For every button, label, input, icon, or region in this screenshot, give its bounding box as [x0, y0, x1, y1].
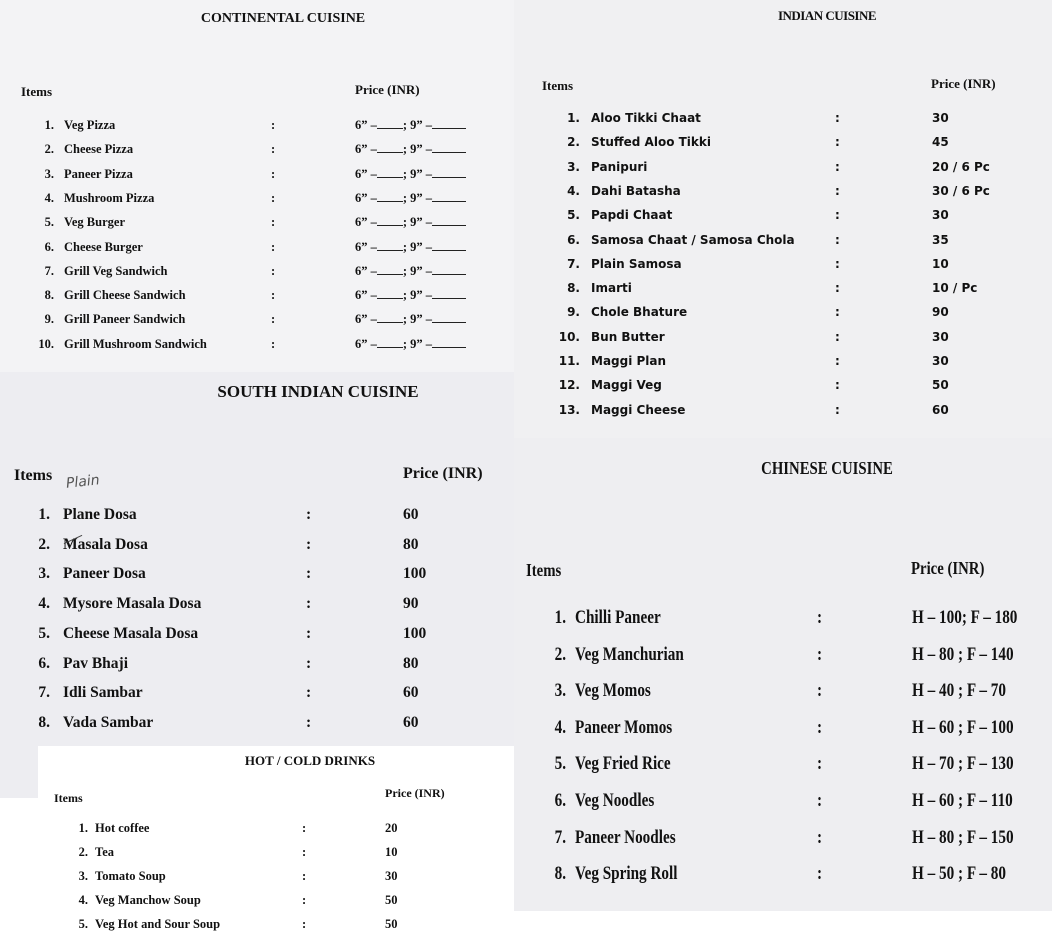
price-6-inch-blank	[377, 322, 403, 323]
item-name: Cheese Burger	[64, 239, 143, 254]
continental-title: CONTINENTAL CUISINE	[200, 11, 366, 26]
chinese-items-header: Items	[526, 560, 562, 580]
item-name: Masala Dosa	[63, 535, 148, 553]
price-9-inch-label: ; 9” –	[402, 190, 433, 205]
separator-colon: :	[306, 624, 312, 642]
separator-colon: :	[302, 893, 307, 907]
separator-colon: :	[271, 288, 276, 303]
item-number: 5.	[78, 917, 88, 931]
price-9-inch-blank	[432, 177, 466, 178]
item-price: 10	[385, 845, 398, 859]
item-name: Aloo Tikki Chaat	[591, 111, 701, 125]
item-name: Veg Fried Rice	[575, 753, 671, 775]
item-name: Grill Paneer Sandwich	[64, 312, 186, 327]
item-name: Samosa Chaat / Samosa Chola	[591, 232, 795, 247]
separator-colon: :	[835, 111, 840, 125]
item-number: 5.	[567, 208, 580, 223]
list-item	[38, 917, 514, 941]
item-price: 60	[403, 506, 419, 523]
item-price: 30	[932, 354, 949, 368]
price-9-inch-blank	[432, 201, 466, 202]
list-item	[0, 215, 514, 239]
separator-colon: :	[835, 329, 840, 344]
item-price-sizes	[355, 312, 466, 327]
list-item	[0, 655, 514, 685]
separator-colon: :	[817, 607, 823, 628]
list-item	[0, 625, 514, 655]
price-6-inch-label: 6” –	[355, 288, 377, 303]
item-name: Veg Hot and Sour Soup	[95, 917, 221, 931]
item-name: Paneer Momos	[575, 716, 673, 738]
item-name: Maggi Veg	[591, 378, 662, 393]
item-name: Veg Noodles	[575, 790, 655, 811]
item-number: 7.	[567, 256, 580, 271]
list-item	[514, 717, 1052, 753]
item-name: Grill Mushroom Sandwich	[64, 336, 207, 351]
item-number: 11.	[558, 354, 580, 368]
item-price: H – 80 ; F – 150	[912, 826, 1014, 848]
separator-colon: :	[306, 535, 312, 553]
item-price-sizes	[355, 288, 466, 303]
item-price: H – 100; F – 180	[912, 607, 1018, 628]
item-name: Tomato Soup	[95, 869, 166, 883]
item-name: Idli Sambar	[63, 684, 143, 702]
item-price: 50	[385, 893, 398, 907]
item-number: 4.	[38, 595, 50, 613]
item-price-sizes	[355, 337, 466, 352]
separator-colon: :	[271, 166, 276, 181]
list-item	[514, 160, 1052, 184]
price-9-inch-label: ; 9” –	[402, 288, 433, 303]
separator-colon: :	[835, 232, 840, 247]
item-price: H – 60 ; F – 100	[912, 716, 1014, 738]
list-item	[0, 595, 514, 625]
item-number: 6.	[44, 239, 54, 254]
item-number: 4.	[44, 190, 54, 205]
item-number: 6.	[567, 232, 580, 247]
separator-colon: :	[835, 354, 840, 368]
item-name: Veg Burger	[64, 215, 125, 230]
separator-colon: :	[302, 869, 307, 883]
continental-price-header: Price (INR)	[355, 82, 420, 97]
separator-colon: :	[306, 654, 312, 672]
continental-cuisine-panel	[0, 0, 514, 372]
item-number: 7.	[554, 826, 566, 848]
item-name: Chole Bhature	[591, 305, 688, 320]
item-name: Mushroom Pizza	[64, 190, 155, 205]
item-name: Chilli Paneer	[575, 607, 661, 628]
price-6-inch-label: 6” –	[355, 312, 377, 327]
item-price: 50	[385, 917, 398, 931]
price-6-inch-label: 6” –	[355, 263, 377, 278]
item-price: 90	[932, 305, 949, 320]
item-price-sizes	[355, 118, 466, 133]
separator-colon: :	[302, 845, 307, 859]
item-price-sizes	[355, 240, 466, 255]
item-name: Veg Momos	[575, 680, 651, 702]
item-number: 4.	[567, 183, 580, 198]
item-number: 4.	[554, 716, 566, 738]
drinks-panel	[38, 746, 514, 941]
item-number: 3.	[38, 565, 50, 583]
handwritten-note: Plain	[65, 472, 101, 492]
list-item	[514, 233, 1052, 257]
separator-colon: :	[271, 312, 276, 327]
separator-colon: :	[271, 118, 276, 132]
item-name: Bun Butter	[591, 329, 665, 344]
chinese-cuisine-panel	[514, 438, 1052, 911]
item-price: 20	[385, 821, 398, 835]
item-name: Paneer Dosa	[63, 565, 146, 583]
indian-items-header: Items	[542, 78, 574, 93]
price-6-inch-blank	[377, 128, 403, 129]
item-name: Grill Veg Sandwich	[64, 263, 168, 278]
item-price-sizes	[355, 215, 466, 230]
list-item	[0, 536, 514, 566]
list-item	[514, 184, 1052, 208]
list-item	[0, 565, 514, 595]
list-item	[38, 821, 514, 845]
item-price: 30	[932, 329, 949, 344]
price-6-inch-blank	[377, 177, 403, 178]
item-price: 30	[932, 111, 949, 125]
item-number: 2.	[554, 643, 566, 665]
list-item	[0, 240, 514, 264]
item-name: Mysore Masala Dosa	[63, 595, 202, 613]
item-number: 8.	[44, 288, 54, 303]
price-9-inch-label: ; 9” –	[402, 239, 433, 254]
list-item	[514, 281, 1052, 305]
item-name: Vada Sambar	[63, 713, 154, 731]
list-item	[514, 305, 1052, 329]
item-number: 6.	[554, 790, 566, 811]
item-name: Papdi Chaat	[591, 208, 673, 223]
separator-colon: :	[271, 215, 276, 230]
list-item	[514, 330, 1052, 354]
item-number: 3.	[567, 159, 580, 174]
item-number: 5.	[44, 215, 54, 230]
separator-colon: :	[835, 159, 840, 174]
list-item	[514, 208, 1052, 232]
list-item	[38, 869, 514, 893]
list-item	[514, 644, 1052, 680]
list-item	[514, 378, 1052, 402]
separator-colon: :	[271, 190, 276, 205]
item-name: Dahi Batasha	[591, 183, 681, 198]
item-name: Veg Spring Roll	[575, 863, 678, 885]
item-name: Veg Manchow Soup	[95, 893, 201, 907]
separator-colon: :	[835, 378, 840, 393]
list-item	[0, 167, 514, 191]
item-name: Veg Pizza	[64, 118, 116, 132]
item-name: Paneer Pizza	[64, 166, 133, 181]
price-6-inch-label: 6” –	[355, 239, 377, 254]
price-6-inch-blank	[377, 201, 403, 202]
item-price: 30 / 6 Pc	[932, 183, 990, 198]
item-price: H – 40 ; F – 70	[912, 680, 1007, 702]
item-price: 60	[403, 713, 419, 731]
list-item	[514, 863, 1052, 899]
separator-colon: :	[817, 716, 823, 738]
item-price: H – 80 ; F – 140	[912, 643, 1014, 665]
price-9-inch-blank	[432, 225, 466, 226]
list-item	[514, 354, 1052, 378]
price-9-inch-blank	[432, 274, 466, 275]
price-6-inch-label: 6” –	[355, 215, 377, 230]
separator-colon: :	[817, 826, 823, 848]
price-9-inch-label: ; 9” –	[402, 312, 433, 327]
separator-colon: :	[835, 281, 840, 296]
item-number: 2.	[38, 535, 50, 553]
price-6-inch-blank	[377, 152, 403, 153]
item-number: 10.	[38, 336, 54, 351]
price-9-inch-blank	[432, 152, 466, 153]
price-9-inch-blank	[432, 128, 466, 129]
item-price: 50	[932, 378, 949, 393]
price-9-inch-blank	[432, 298, 466, 299]
item-number: 7.	[38, 684, 50, 702]
item-number: 13.	[558, 402, 580, 417]
separator-colon: :	[306, 713, 312, 731]
item-name: Imarti	[591, 281, 632, 296]
price-9-inch-label: ; 9” –	[402, 263, 433, 278]
separator-colon: :	[835, 208, 840, 223]
price-9-inch-blank	[432, 250, 466, 251]
drinks-price-header: Price (INR)	[385, 786, 445, 800]
list-item	[38, 893, 514, 917]
price-6-inch-label: 6” –	[355, 336, 377, 351]
drinks-title: HOT / COLD DRINKS	[244, 753, 376, 768]
item-price-sizes	[355, 264, 466, 279]
separator-colon: :	[817, 863, 823, 885]
list-item	[0, 118, 514, 142]
separator-colon: :	[271, 142, 276, 157]
separator-colon: :	[306, 565, 312, 583]
item-number: 3.	[44, 166, 54, 181]
item-number: 12.	[558, 378, 580, 393]
item-price: 30	[385, 869, 398, 883]
item-price: H – 50 ; F – 80	[912, 863, 1007, 885]
list-item	[0, 714, 514, 744]
separator-colon: :	[306, 506, 312, 523]
item-number: 1.	[38, 506, 50, 523]
item-name: Panipuri	[591, 159, 648, 174]
separator-colon: :	[835, 305, 840, 320]
item-number: 7.	[44, 263, 54, 278]
item-number: 2.	[567, 135, 580, 150]
separator-colon: :	[835, 183, 840, 198]
item-name: Maggi Plan	[591, 354, 667, 368]
price-6-inch-blank	[377, 274, 403, 275]
separator-colon: :	[306, 684, 312, 702]
item-price: H – 60 ; F – 110	[912, 790, 1013, 811]
price-6-inch-blank	[377, 298, 403, 299]
item-price: 10 / Pc	[932, 281, 978, 296]
item-name: Stuffed Aloo Tikki	[591, 135, 711, 150]
price-9-inch-label: ; 9” –	[402, 118, 433, 132]
price-9-inch-blank	[432, 347, 466, 348]
separator-colon: :	[835, 135, 840, 150]
item-number: 2.	[78, 845, 88, 859]
item-price: 30	[932, 208, 949, 223]
item-price: 80	[403, 535, 419, 553]
separator-colon: :	[817, 643, 823, 665]
list-item	[514, 790, 1052, 826]
list-item	[0, 264, 514, 288]
item-price: 60	[932, 402, 949, 417]
item-number: 4.	[78, 893, 88, 907]
item-price-sizes	[355, 167, 466, 182]
list-item	[514, 111, 1052, 135]
item-price: 20 / 6 Pc	[932, 159, 990, 174]
separator-colon: :	[271, 263, 276, 278]
item-price: 100	[403, 624, 427, 642]
indian-cuisine-panel	[514, 0, 1052, 438]
south-indian-cuisine-panel	[0, 372, 514, 798]
item-number: 8.	[38, 713, 50, 731]
item-name: Maggi Cheese	[591, 402, 686, 417]
separator-colon: :	[817, 790, 823, 811]
price-6-inch-label: 6” –	[355, 142, 377, 157]
item-price: 45	[932, 135, 949, 150]
price-9-inch-blank	[432, 322, 466, 323]
price-6-inch-blank	[377, 250, 403, 251]
list-item	[0, 684, 514, 714]
indian-price-header: Price (INR)	[931, 76, 996, 91]
south-indian-title: SOUTH INDIAN CUISINE	[217, 382, 419, 401]
list-item	[514, 680, 1052, 716]
list-item	[0, 506, 514, 536]
list-item	[514, 827, 1052, 863]
list-item	[0, 142, 514, 166]
item-name: Plain Samosa	[591, 256, 682, 271]
price-6-inch-label: 6” –	[355, 118, 377, 132]
list-item	[0, 337, 514, 361]
item-name: Cheese Pizza	[64, 142, 134, 157]
item-number: 10.	[558, 329, 580, 344]
item-number: 1.	[44, 118, 54, 132]
item-number: 1.	[554, 607, 566, 628]
item-number: 2.	[44, 142, 54, 157]
item-number: 6.	[38, 654, 50, 672]
separator-colon: :	[302, 821, 307, 835]
list-item	[0, 312, 514, 336]
item-name: Hot coffee	[95, 821, 150, 835]
item-price: 60	[403, 684, 419, 702]
item-name: Pav Bhaji	[63, 654, 129, 672]
item-number: 5.	[554, 753, 566, 775]
item-price: H – 70 ; F – 130	[912, 753, 1014, 775]
item-number: 9.	[567, 305, 580, 320]
separator-colon: :	[817, 680, 823, 702]
item-number: 3.	[554, 680, 566, 702]
price-6-inch-blank	[377, 225, 403, 226]
item-price: 10	[932, 256, 949, 271]
item-number: 9.	[44, 312, 54, 327]
separator-colon: :	[835, 256, 840, 271]
list-item	[514, 607, 1052, 643]
item-number: 8.	[567, 281, 580, 296]
separator-colon: :	[271, 336, 276, 351]
price-9-inch-label: ; 9” –	[402, 142, 433, 157]
item-name: Paneer Noodles	[575, 826, 676, 848]
price-9-inch-label: ; 9” –	[402, 215, 433, 230]
item-number: 1.	[78, 821, 88, 835]
list-item	[0, 191, 514, 215]
separator-colon: :	[271, 239, 276, 254]
south-indian-price-header: Price (INR)	[403, 465, 483, 482]
price-6-inch-label: 6” –	[355, 166, 377, 181]
indian-title: INDIAN CUISINE	[777, 8, 877, 23]
chinese-price-header: Price (INR)	[911, 558, 985, 578]
list-item	[38, 845, 514, 869]
item-name: Tea	[95, 845, 114, 859]
item-price: 100	[403, 565, 427, 583]
south-indian-items-header: Items	[14, 467, 53, 484]
separator-colon: :	[306, 595, 312, 613]
separator-colon: :	[302, 917, 307, 931]
list-item	[514, 403, 1052, 427]
price-6-inch-label: 6” –	[355, 190, 377, 205]
item-number: 8.	[554, 863, 566, 885]
price-6-inch-blank	[377, 347, 403, 348]
item-number: 5.	[38, 624, 50, 642]
item-price-sizes	[355, 142, 466, 157]
item-price: 80	[403, 654, 419, 672]
item-name: Cheese Masala Dosa	[63, 624, 199, 642]
price-9-inch-label: ; 9” –	[402, 166, 433, 181]
list-item	[514, 257, 1052, 281]
separator-colon: :	[835, 402, 840, 417]
item-price: 90	[403, 595, 419, 613]
item-name: Plane Dosa	[63, 506, 137, 523]
item-price-sizes	[355, 191, 466, 206]
list-item	[514, 135, 1052, 159]
separator-colon: :	[817, 753, 823, 775]
item-number: 3.	[78, 869, 88, 883]
drinks-items-header: Items	[54, 791, 83, 805]
continental-items-header: Items	[21, 84, 53, 99]
price-9-inch-label: ; 9” –	[402, 336, 433, 351]
chinese-title: CHINESE CUISINE	[761, 458, 893, 478]
item-price: 35	[932, 232, 949, 247]
item-number: 1.	[567, 111, 580, 125]
list-item	[0, 288, 514, 312]
item-name: Veg Manchurian	[575, 643, 684, 665]
list-item	[514, 753, 1052, 789]
item-name: Grill Cheese Sandwich	[64, 288, 186, 303]
